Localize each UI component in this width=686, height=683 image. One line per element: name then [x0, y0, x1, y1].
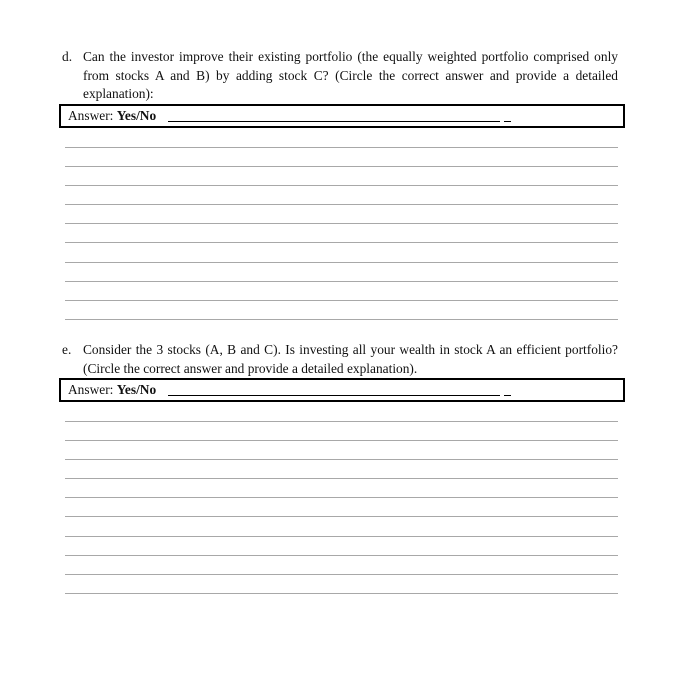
writing-line[interactable] — [65, 574, 618, 575]
yes-no-option-e[interactable]: Yes/No — [116, 382, 157, 397]
answer-box-e[interactable] — [59, 378, 625, 402]
writing-line[interactable] — [65, 440, 618, 441]
yes-no-option-d[interactable]: Yes/No — [116, 108, 157, 123]
writing-line[interactable] — [65, 555, 618, 556]
writing-line[interactable] — [65, 223, 618, 224]
writing-line[interactable] — [65, 166, 618, 167]
answer-prefix-e: Answer: — [68, 382, 114, 397]
answer-prefix-d: Answer: — [68, 108, 114, 123]
writing-line[interactable] — [65, 497, 618, 498]
question-e-text: Consider the 3 stocks (A, B and C). Is investing all your wealth in stock A an efficient portfolio? (Circle the correct answer and provide a detailed explanation). — [83, 342, 618, 376]
writing-line[interactable] — [65, 281, 618, 282]
writing-line[interactable] — [65, 536, 618, 537]
answer-blank-tail-d — [504, 120, 511, 122]
answer-label-e — [68, 380, 156, 400]
answer-blank-tail-e — [504, 394, 511, 396]
writing-line[interactable] — [65, 319, 618, 320]
writing-line[interactable] — [65, 478, 618, 479]
writing-line[interactable] — [65, 242, 618, 243]
writing-line[interactable] — [65, 593, 618, 594]
writing-line[interactable] — [65, 421, 618, 422]
writing-line[interactable] — [65, 300, 618, 301]
answer-box-d[interactable] — [59, 104, 625, 128]
writing-line[interactable] — [65, 147, 618, 148]
writing-line[interactable] — [65, 459, 618, 460]
question-d — [62, 48, 618, 104]
writing-line[interactable] — [65, 262, 618, 263]
question-e-letter: e. — [62, 342, 72, 357]
writing-line[interactable] — [65, 185, 618, 186]
answer-label-d — [68, 106, 156, 126]
question-d-letter: d. — [62, 49, 73, 64]
answer-blank-d[interactable] — [168, 120, 500, 122]
question-e — [62, 341, 618, 378]
answer-blank-e[interactable] — [168, 394, 500, 396]
writing-line[interactable] — [65, 204, 618, 205]
question-d-text: Can the investor improve their existing portfolio (the equally weighted portfolio comprised only from stocks A and B) by adding stock C? (Circle the correct answer and provide a detailed explanation): — [83, 49, 618, 101]
writing-line[interactable] — [65, 516, 618, 517]
